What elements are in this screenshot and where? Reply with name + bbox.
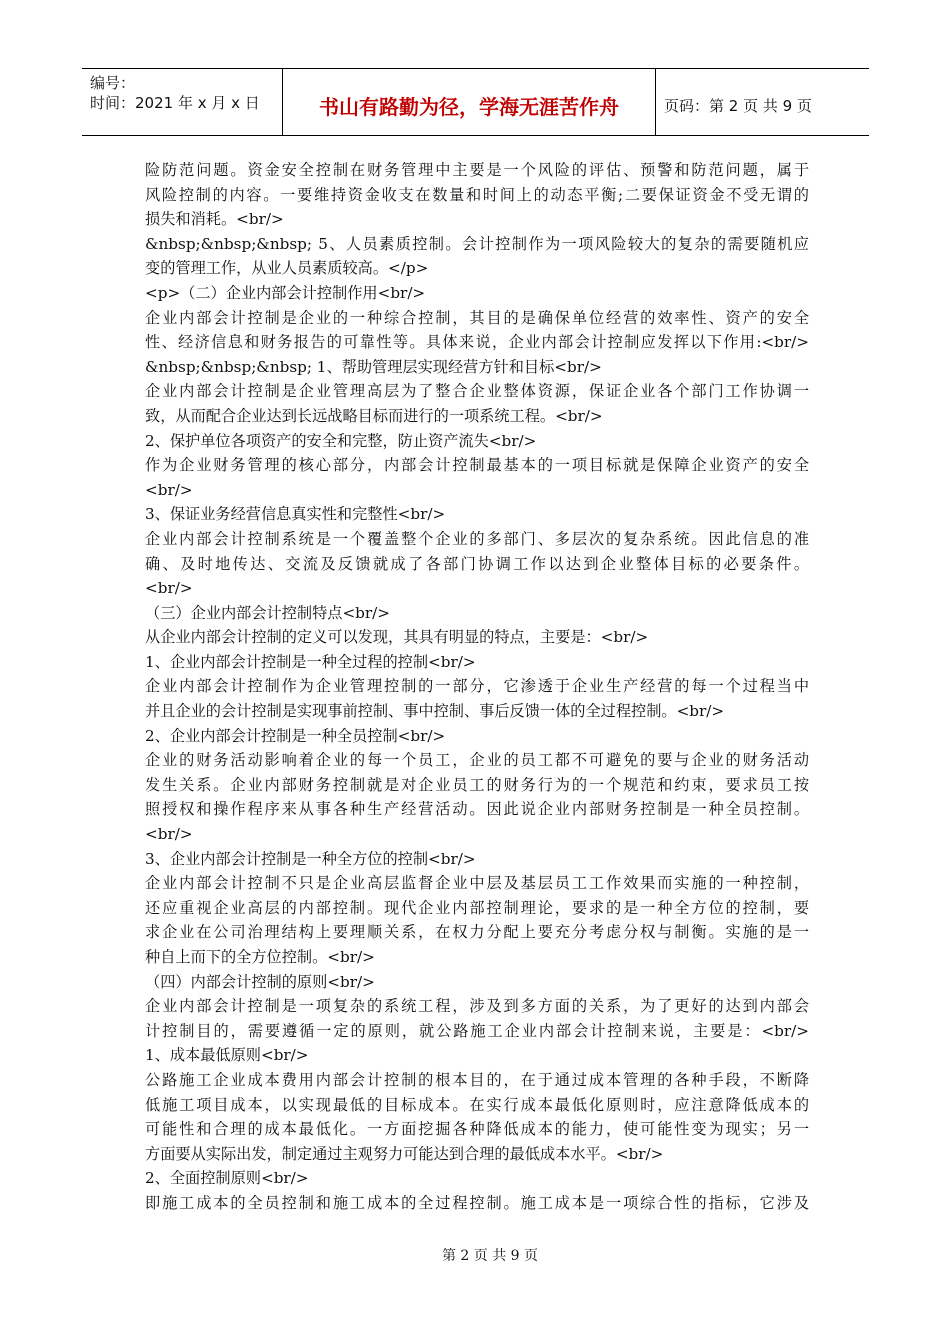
body-text-line: 发生关系。企业内部财务控制就是对企业员工的财务行为的一个规范和约束，要求员工按 — [145, 775, 809, 794]
body-text-line: 企业内部会计控制是一项复杂的系统工程，涉及到多方面的关系，为了更好的达到内部会 — [145, 997, 809, 1016]
body-text-line: 3、保证业务经营信息真实性和完整性<br/> — [145, 505, 446, 524]
document-body — [145, 158, 809, 1216]
body-text-line: 计控制目的，需要遵循一定的原则，就公路施工企业内部会计控制来说，主要是：<br/> — [145, 1021, 809, 1040]
body-text-line: &nbsp;&nbsp;&nbsp; 5、人员素质控制。会计控制作为一项风险较大的复杂的需要随机应 — [145, 234, 809, 253]
body-text-line: &nbsp;&nbsp;&nbsp; 1、帮助管理层实现经营方针和目标<br/> — [145, 357, 602, 376]
body-text-line: 2、企业内部会计控制是一种全员控制<br/> — [145, 726, 446, 745]
body-text-line: <br/> — [145, 825, 193, 844]
body-text-line: 1、成本最低原则<br/> — [145, 1046, 309, 1065]
body-text-line: 企业内部会计控制系统是一个覆盖整个企业的多部门、多层次的复杂系统。因此信息的准 — [145, 529, 809, 548]
page-footer: 第 2 页 共 9 页 — [441, 1248, 539, 1264]
body-text-line: <br/> — [145, 579, 193, 598]
body-text-line: 3、企业内部会计控制是一种全方位的控制<br/> — [145, 849, 476, 868]
body-text-line: 企业内部会计控制作为企业管理控制的一部分，它渗透于企业生产经营的每一个过程当中 — [145, 677, 809, 696]
body-text-line: 致，从而配合企业达到长远战略目标而进行的一项系统工程。<br/> — [145, 406, 603, 425]
body-text-line: 1、企业内部会计控制是一种全过程的控制<br/> — [145, 652, 476, 671]
body-text-line: 求企业在公司治理结构上要理顺关系，在权力分配上要充分考虑分权与制衡。实施的是一 — [145, 923, 809, 942]
body-text-line: 照授权和操作程序来从事各种生产经营活动。因此说企业内部财务控制是一种全员控制。 — [145, 800, 809, 819]
body-text-line: 方面要从实际出发，制定通过主观努力可能达到合理的最低成本水平。<br/> — [145, 1144, 664, 1163]
body-text-line: （三）企业内部会计控制特点<br/> — [145, 603, 390, 622]
body-text-line: 2、保护单位各项资产的安全和完整，防止资产流失<br/> — [145, 431, 537, 450]
body-text-line: 低施工项目成本，以实现最低的目标成本。在实行成本最低化原则时，应注意降低成本的 — [145, 1095, 809, 1114]
body-text-line: 风险控制的内容。一要维持资金收支在数量和时间上的动态平衡;二要保证资金不受无谓的 — [145, 185, 809, 204]
body-text-line: 企业内部会计控制是企业的一种综合控制，其目的是确保单位经营的效率性、资产的安全 — [145, 308, 809, 327]
body-text-line: 从企业内部会计控制的定义可以发现，其具有明显的特点，主要是：<br/> — [145, 628, 649, 647]
header-motto: 书山有路勤为径，学海无涯苦作舟 — [283, 69, 656, 135]
header-meta-cell — [82, 69, 283, 135]
document-date-label: 时间：2021 年 x 月 x 日 — [90, 94, 260, 112]
body-text-line: 种自上而下的全方位控制。<br/> — [145, 948, 375, 966]
body-text-line: 即施工成本的全员控制和施工成本的全过程控制。施工成本是一项综合性的指标，它涉及 — [145, 1193, 809, 1212]
header-page-info: 页码：第 2 页 共 9 页 — [664, 96, 812, 115]
body-text-line: 2、全面控制原则<br/> — [145, 1169, 309, 1188]
body-text-line: 作为企业财务管理的核心部分，内部会计控制最基本的一项目标就是保障企业资产的安全 — [145, 456, 809, 475]
body-text-line: 损失和消耗。<br/> — [145, 210, 284, 229]
document-header — [82, 68, 869, 136]
body-text-line: 确、及时地传达、交流及反馈就成了各部门协调工作以达到企业整体目标的必要条件。 — [145, 554, 809, 573]
body-text-line: 企业内部会计控制不只是企业高层监督企业中层及基层员工工作效果而实施的一种控制， — [145, 874, 809, 893]
body-text-line: 企业的财务活动影响着企业的每一个员工，企业的员工都不可避免的要与企业的财务活动 — [145, 751, 809, 770]
body-text-line: 性、经济信息和财务报告的可靠性等。具体来说，企业内部会计控制应发挥以下作用:<br/> — [145, 333, 809, 352]
body-text-line: <p>（二）企业内部会计控制作用<br/> — [145, 283, 426, 302]
body-text-line: 可能性和合理的成本最低化。一方面挖掘各种降低成本的能力，使可能性变为现实；另一 — [145, 1120, 809, 1139]
body-text-line: 变的管理工作，从业人员素质较高。</p> — [145, 259, 429, 278]
body-text-line: <br/> — [145, 480, 193, 499]
body-text-line: 企业内部会计控制是企业管理高层为了整合企业整体资源，保证企业各个部门工作协调一 — [145, 382, 809, 401]
body-text-line: 并且企业的会计控制是实现事前控制、事中控制、事后反馈一体的全过程控制。<br/> — [145, 702, 725, 721]
body-text-line: 还应重视企业高层的内部控制。现代企业内部控制理论，要求的是一种全方位的控制，要 — [145, 898, 809, 917]
document-number-label: 编号： — [90, 74, 136, 92]
body-text-line: 险防范问题。资金安全控制在财务管理中主要是一个风险的评估、预警和防范问题，属于 — [145, 161, 809, 179]
body-text-line: （四）内部会计控制的原则<br/> — [145, 972, 375, 991]
body-text-line: 公路施工企业成本费用内部会计控制的根本目的，在于通过成本管理的各种手段，不断降 — [145, 1070, 809, 1089]
